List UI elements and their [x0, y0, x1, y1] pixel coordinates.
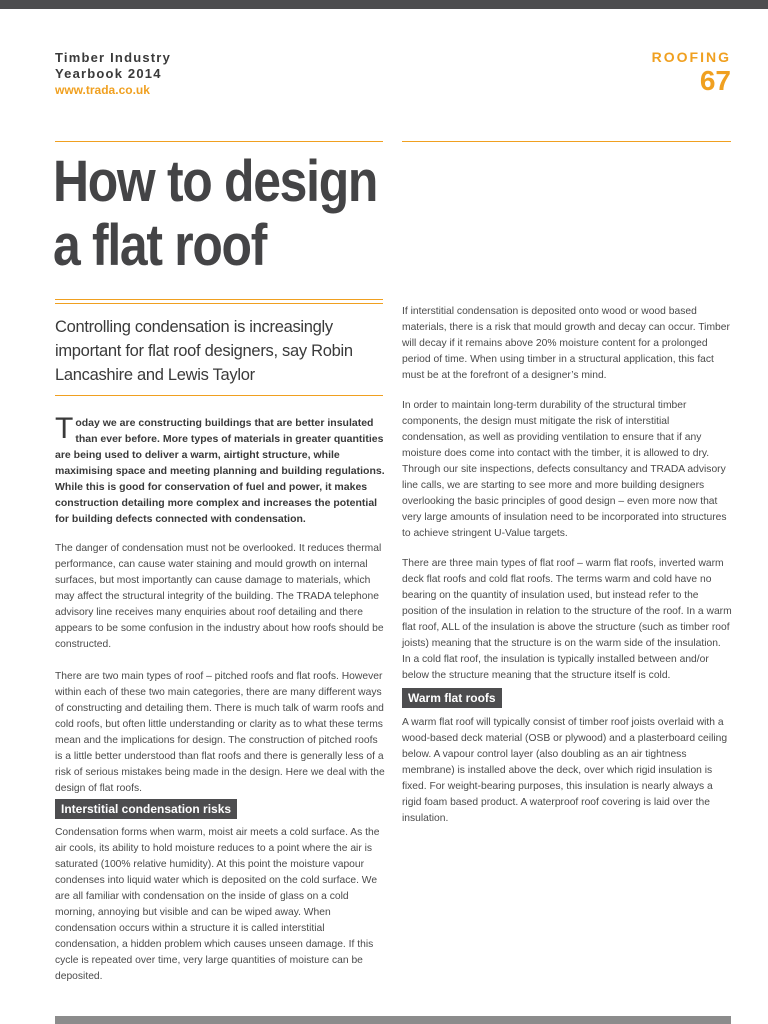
standfirst-rule-bottom [55, 395, 383, 396]
body-paragraph: A warm flat roof will typically consist of timber roof joists overlaid with a wood-based deck material (OSB or plywood) and a plasterboard ceiling below. A vapour control layer (also doubling as an air tightness membrane) is installed above the deck, over which rigid insulation is fixed. For weight-bearing purposes, this insulation is nearly always a rigid foam based product. A waterproof roof covering is laid over the insulation. [402, 717, 728, 824]
body-paragraph: If interstitial condensation is deposited onto wood or wood based materials, there is a risk that mould growth and decay can occur. Timber will decay if it remains above 20% moisture content for a prolonged period of time. When using timber in a structural application, this fact must be at the forefront of a designer’s mind. [402, 306, 730, 381]
body-paragraph: The danger of condensation must not be overlooked. It reduces thermal performance, can cause water staining and mould growth on internal surfaces, but most importantly can cause damage to materials, which may affect the structural integrity of the building. The TRADA telephone advisory line receives many enquiries about roof detailing and there appears to be some confusion in the industry about how roofs should be constructed. [55, 543, 384, 650]
subhead-warm-flat-roofs: Warm flat roofs [402, 688, 502, 708]
publication-url[interactable]: www.trada.co.uk [55, 83, 150, 97]
article-headline [53, 150, 380, 278]
headline-line2: a flat roof [53, 213, 267, 278]
section-name: ROOFING [651, 49, 731, 65]
header-rule-right [402, 141, 731, 142]
body-paragraph: There are two main types of roof – pitched roofs and flat roofs. However within each of these two main categories, there are many different ways of constructing and detailing them. There is much talk of warm roofs and cold roofs, but often little understanding or clarity as to what these terms mean and the implications for design. The construction of pitched roofs is a little better understood than flat roofs and there is generally less of a risk of serious mistakes being made in the design. Here we deal with the design of flat roofs. [55, 671, 385, 794]
body-paragraph: Condensation forms when warm, moist air meets a cold surface. As the air cools, its ability to hold moisture reduces to a point where the air is saturated (100% relative humidity). At this point the moisture vapour condenses into liquid water which is deposited on the cold surface. We are all familiar with condensation on the inside of glass on a cold morning, annoying but visible and can be wiped away. When condensation occurs within a structure it is called interstitial condensation, a hidden problem which causes unseen damage. If this cycle is repeated over time, very large quantities of moisture can be deposited. [55, 827, 380, 982]
body-paragraph: In order to maintain long-term durability of the structural timber components, the design must mitigate the risk of interstitial condensation, as well as providing ventilation to ensure that if any moisture does come into contact with the timber, it is allowed to dry. Through our site inspections, defects consultancy and TRADA advisory line calls, we are starting to see more and more building designers overlooking the basic principles of good design – even more now that very large amounts of insulation need to be incorporated into structures to achieve stringent U-Value targets. [402, 400, 727, 539]
intro-paragraph [55, 412, 385, 527]
body-paragraph: There are three main types of flat roof – warm flat roofs, inverted warm deck flat roofs and cold flat roofs. The terms warm and cold have no bearing on the quantity of insulation used, but instead refer to the position of the insulation in relation to the structure of the roof. In a warm flat roof, ALL of the insulation is above the structure (such as timber roof joists) meaning that the structure is on the warm side of the insulation. In a cold flat roof, the insulation is typically installed between and/or below the structure meaning that the structure itself is cold. [402, 558, 732, 681]
standfirst-rule-top-2 [55, 303, 383, 304]
page-number: 67 [699, 65, 731, 96]
publication-title-line1: Timber Industry [55, 50, 172, 65]
top-bar [0, 0, 768, 9]
standfirst-rule-top-1 [55, 299, 383, 300]
publication-title-line2: Yearbook 2014 [55, 66, 162, 81]
bottom-bar [55, 1016, 731, 1024]
drop-cap: T [55, 412, 74, 445]
publication-info [55, 50, 171, 98]
section-marker [652, 48, 731, 96]
intro-text: oday we are constructing buildings that are better insulated than ever before. More types of materials in greater quantities are being used to deliver a warm, airtight structure, while maximising space and meeting planning and building regulations. While this is good for conservation of fuel and power, it makes construction detailing more complex and increases the potential for building defects connected with condensation. [55, 417, 385, 525]
subhead-interstitial: Interstitial condensation risks [55, 799, 237, 819]
header-rule-left [55, 141, 383, 142]
standfirst: Controlling condensation is increasingly important for flat roof designers, say Robin Lancashire and Lewis Taylor [55, 318, 353, 384]
headline-line1: How to design [53, 149, 378, 214]
